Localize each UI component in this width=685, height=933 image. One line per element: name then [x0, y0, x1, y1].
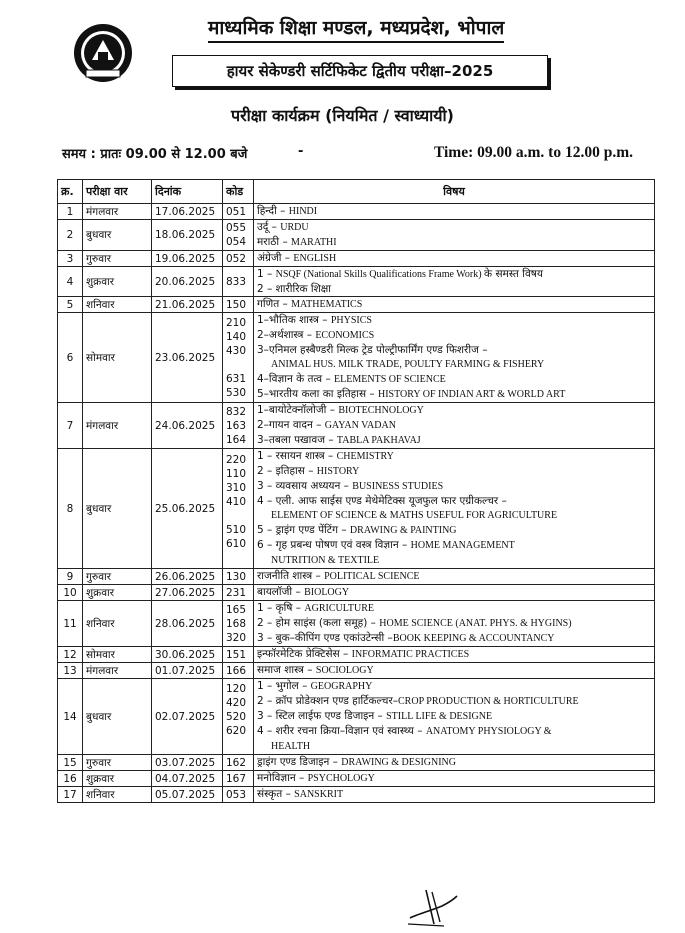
subject-name-english: BUSINESS STUDIES [352, 481, 444, 492]
subject-line [257, 709, 651, 724]
subject-name-hindi: 1–भौतिक शास्त्र – [257, 314, 331, 326]
table-row [58, 313, 655, 403]
schedule-title: परीक्षा कार्यक्रम (नियमित / स्वाध्यायी) [231, 106, 454, 125]
subject-name-english: ANIMAL HUS. MILK TRADE, POULTY FARMING & FISHERY [271, 359, 545, 370]
row-subjects [254, 267, 655, 297]
row-date: 30.06.2025 [152, 647, 223, 663]
row-number: 13 [58, 663, 83, 679]
subject-name-hindi: 2 – इतिहास – [257, 465, 317, 477]
table-row [58, 251, 655, 267]
subject-code: 130 [226, 570, 247, 583]
subject-name-english: ELEMENTS OF SCIENCE [334, 374, 446, 385]
subject-name-english: ANATOMY PHYSIOLOGY & [425, 726, 552, 737]
row-codes [223, 787, 254, 803]
subject-code: 210 [226, 316, 247, 329]
subject-name-hindi: 1 – भुगोल – [257, 680, 311, 692]
subject-name-hindi: उर्दू – [257, 221, 281, 233]
row-day: शुक्रवार [83, 771, 152, 787]
subject-line [257, 538, 651, 553]
subject-name-hindi: समाज शास्त्र – [257, 664, 316, 676]
subject-code: 631 [226, 372, 247, 385]
subject-name-english: ECONOMICS [315, 330, 375, 341]
subject-name-english: MATHEMATICS [291, 299, 363, 310]
subject-name-hindi: मराठी – [257, 236, 292, 248]
subject-name-english: DRAWING & PAINTING [349, 525, 457, 536]
row-date: 24.06.2025 [152, 403, 223, 449]
row-subjects [254, 403, 655, 449]
subject-name-hindi: हिन्दी – [257, 205, 289, 217]
row-number: 8 [58, 449, 83, 569]
subject-name-english: SOCIOLOGY [315, 665, 374, 676]
row-date: 02.07.2025 [152, 679, 223, 755]
subject-name-hindi: 4–विज्ञान के तत्व – [257, 373, 335, 385]
row-codes [223, 663, 254, 679]
subject-name-hindi: ड्राइंग एण्ड डिजाइन – [257, 756, 342, 768]
row-number: 3 [58, 251, 83, 267]
subject-code: 052 [226, 252, 247, 265]
subject-code: 520 [226, 710, 247, 723]
subject-name-hindi: 2–अर्थशास्त्र – [257, 329, 316, 341]
subject-code: 168 [226, 617, 247, 630]
subject-name-hindi: 3 – बुक–कीपिंग एण्ड एकांउटेन्सी – [257, 632, 393, 644]
subject-line [257, 787, 651, 802]
row-subjects [254, 771, 655, 787]
subject-name-english: GAYAN VADAN [324, 420, 396, 431]
row-day: गुरुवार [83, 755, 152, 771]
table-row [58, 449, 655, 569]
row-day: गुरुवार [83, 569, 152, 585]
subject-name-english: PSYCHOLOGY [307, 773, 375, 784]
subject-name-english: BOOK KEEPING & ACCOUNTANCY [392, 633, 555, 644]
subject-name-english: AGRICULTURE [304, 603, 375, 614]
subject-line [257, 585, 651, 600]
subject-code: 120 [226, 682, 247, 695]
row-number: 12 [58, 647, 83, 663]
subject-line [257, 433, 651, 448]
subject-code: 162 [226, 756, 247, 769]
subject-code: 833 [226, 275, 247, 288]
row-day: मंगलवार [83, 204, 152, 220]
subject-line [257, 313, 651, 328]
subject-code: 164 [226, 433, 247, 446]
row-number: 10 [58, 585, 83, 601]
table-row [58, 787, 655, 803]
time-hindi: समय : प्रातः 09.00 से 12.00 बजे [62, 147, 248, 162]
subject-line [257, 372, 651, 387]
row-date: 18.06.2025 [152, 220, 223, 251]
subject-code: 420 [226, 696, 247, 709]
subject-code: 620 [226, 724, 247, 737]
subject-name-english: HISTORY OF INDIAN ART & WORLD ART [378, 389, 566, 400]
subject-code: 166 [226, 664, 247, 677]
subject-line [257, 553, 651, 568]
subject-code: 151 [226, 648, 247, 661]
row-number: 14 [58, 679, 83, 755]
signature-mark [404, 884, 460, 928]
subject-name-hindi: के समस्त विषय [484, 268, 543, 280]
subject-name-hindi: मनोविज्ञान – [257, 772, 308, 784]
subject-line [257, 267, 651, 282]
row-subjects [254, 787, 655, 803]
subject-name-hindi: 2 – क्रॉप प्रोडेक्शन एण्ड हार्टिकल्चर– [257, 695, 399, 707]
subject-code: 510 [226, 523, 247, 536]
subject-line [257, 343, 651, 357]
row-number: 1 [58, 204, 83, 220]
table-row [58, 403, 655, 449]
subject-name-hindi: राजनीति शास्त्र – [257, 570, 325, 582]
subject-name-hindi: 3–एनिमल हस्बैण्डरी मिल्क ट्रेड पोल्ट्रीफार्मिंग एण्ड फिशरीज – [257, 344, 488, 356]
row-date: 03.07.2025 [152, 755, 223, 771]
row-number: 7 [58, 403, 83, 449]
col-header-code: कोड [223, 180, 254, 204]
row-codes [223, 403, 254, 449]
subject-name-hindi: 1–बायोटेक्नॉलोजी – [257, 404, 339, 416]
row-day: मंगलवार [83, 403, 152, 449]
subject-name-english: CROP PRODUCTION & HORTICULTURE [398, 696, 579, 707]
row-codes [223, 755, 254, 771]
row-codes [223, 251, 254, 267]
subject-code: 310 [226, 481, 247, 494]
time-english: Time: 09.00 a.m. to 12.00 p.m. [433, 144, 633, 161]
subject-line [257, 387, 651, 402]
table-header-row [58, 180, 655, 204]
subject-name-english: URDU [280, 222, 309, 233]
subject-line [257, 220, 651, 235]
subject-line [257, 494, 651, 508]
subject-code: 167 [226, 772, 247, 785]
subject-name-hindi: 6 – गृह प्रबन्ध पोषण एवं वस्त्र विज्ञान – [257, 539, 411, 551]
subject-line [257, 418, 651, 433]
row-date: 01.07.2025 [152, 663, 223, 679]
subject-line [257, 464, 651, 479]
row-number: 2 [58, 220, 83, 251]
subject-name-english: NUTRITION & TEXTILE [271, 555, 380, 566]
subject-name-english: NSQF (National Skills Qualifications Frame Work) [275, 269, 485, 280]
row-codes [223, 267, 254, 297]
table-row [58, 601, 655, 647]
subject-line [257, 739, 651, 754]
subject-name-english: HOME SCIENCE (ANAT. PHYS. & HYGINS) [379, 618, 572, 629]
table-row [58, 755, 655, 771]
board-title: माध्यमिक शिक्षा मण्डल, मध्यप्रदेश, भोपाल [208, 14, 504, 43]
subject-name-english: PHYSICS [330, 315, 372, 326]
row-subjects [254, 585, 655, 601]
row-number: 17 [58, 787, 83, 803]
row-codes [223, 569, 254, 585]
table-row [58, 771, 655, 787]
row-subjects [254, 569, 655, 585]
row-number: 16 [58, 771, 83, 787]
row-codes [223, 647, 254, 663]
row-date: 25.06.2025 [152, 449, 223, 569]
subject-code: 220 [226, 453, 247, 466]
row-subjects [254, 204, 655, 220]
row-day: सोमवार [83, 313, 152, 403]
subject-code: 231 [226, 586, 247, 599]
subject-name-english: MARATHI [291, 237, 337, 248]
subject-name-english: HOME MANAGEMENT [410, 540, 515, 551]
row-subjects [254, 755, 655, 771]
subject-code: 832 [226, 405, 247, 418]
col-header-subject: विषय [254, 180, 655, 204]
subject-name-hindi: 1 – कृषि – [257, 602, 305, 614]
subject-code: 163 [226, 419, 247, 432]
row-day: सोमवार [83, 647, 152, 663]
row-number: 15 [58, 755, 83, 771]
subject-line [257, 297, 651, 312]
subject-line [257, 251, 651, 266]
subject-code: 410 [226, 495, 247, 508]
exam-title-box [172, 55, 548, 87]
subject-name-english: TABLA PAKHAVAJ [336, 435, 421, 446]
table-row [58, 204, 655, 220]
subject-name-hindi: 5–भारतीय कला का इतिहास – [257, 388, 378, 400]
row-day: गुरुवार [83, 251, 152, 267]
row-date: 28.06.2025 [152, 601, 223, 647]
row-codes [223, 297, 254, 313]
subject-code: 140 [226, 330, 247, 343]
subject-line [257, 204, 651, 219]
row-subjects [254, 647, 655, 663]
row-subjects [254, 601, 655, 647]
subject-line [257, 694, 651, 709]
subject-line [257, 663, 651, 678]
subject-name-english: GEOGRAPHY [310, 681, 373, 692]
row-codes [223, 313, 254, 403]
row-number: 9 [58, 569, 83, 585]
row-date: 05.07.2025 [152, 787, 223, 803]
subject-name-english: ELEMENT OF SCIENCE & MATHS USEFUL FOR AGRICULTURE [271, 510, 558, 521]
table-row [58, 679, 655, 755]
subject-code: 051 [226, 205, 247, 218]
subject-line [257, 479, 651, 494]
subject-name-hindi: संस्कृत – [257, 788, 295, 800]
subject-name-hindi: 1 – [257, 268, 276, 280]
subject-code: 150 [226, 298, 247, 311]
exam-title: हायर सेकेण्डरी सर्टिफिकेट द्वितीय परीक्षा–2025 [226, 62, 494, 80]
subject-name-hindi: इन्फॉरमेटिक प्रेक्टिसेस – [257, 648, 352, 660]
board-emblem-logo [72, 22, 134, 84]
row-date: 23.06.2025 [152, 313, 223, 403]
row-subjects [254, 449, 655, 569]
subject-line [257, 235, 651, 250]
row-subjects [254, 679, 655, 755]
subject-name-english: INFORMATIC PRACTICES [351, 649, 470, 660]
subject-name-hindi: 4 – एली. आफ साईस एण्ड मेथेमेटिक्स यूजफुल फार एग्रीकल्चर – [257, 495, 507, 507]
subject-name-hindi: 3 – व्यवसाय अध्ययन – [257, 480, 353, 492]
subject-code: 530 [226, 386, 247, 399]
row-day: शनिवार [83, 601, 152, 647]
row-codes [223, 585, 254, 601]
row-day: शुक्रवार [83, 267, 152, 297]
subject-code: 610 [226, 537, 247, 550]
subject-line [257, 357, 651, 372]
subject-line [257, 647, 651, 662]
subject-code [226, 738, 250, 752]
subject-name-hindi: गणित – [257, 298, 292, 310]
subject-line [257, 601, 651, 616]
subject-code [226, 358, 250, 372]
col-header-no: क्र. [58, 180, 83, 204]
subject-name-english: ENGLISH [293, 253, 337, 264]
subject-code: 053 [226, 788, 247, 801]
subject-line [257, 403, 651, 418]
subject-line [257, 569, 651, 584]
row-date: 21.06.2025 [152, 297, 223, 313]
subject-name-english: BIOTECHNOLOGY [338, 405, 424, 416]
subject-line [257, 771, 651, 786]
subject-line [257, 724, 651, 739]
subject-name-hindi: 2 – होम साइंस (कला समूह) – [257, 617, 380, 629]
row-day: मंगलवार [83, 663, 152, 679]
row-number: 11 [58, 601, 83, 647]
subject-line [257, 631, 651, 646]
time-separator: - [298, 144, 304, 159]
subject-code: 430 [226, 344, 247, 357]
subject-name-hindi: 3–तबला पखावज – [257, 434, 337, 446]
subject-name-english: SANSKRIT [294, 789, 344, 800]
row-date: 19.06.2025 [152, 251, 223, 267]
subject-name-hindi: 3 – स्टिल लाईफ एण्ड डिजाइन – [257, 710, 387, 722]
row-codes [223, 204, 254, 220]
table-row [58, 297, 655, 313]
exam-timetable [57, 179, 655, 803]
subject-name-english: CHEMISTRY [336, 451, 394, 462]
subject-name-hindi: 1 – रसायन शास्त्र – [257, 450, 337, 462]
subject-line [257, 328, 651, 343]
subject-code [226, 509, 250, 523]
col-header-day: परीक्षा वार [83, 180, 152, 204]
row-date: 17.06.2025 [152, 204, 223, 220]
table-row [58, 663, 655, 679]
subject-name-english: STILL LIFE & DESIGNE [386, 711, 493, 722]
row-day: शनिवार [83, 297, 152, 313]
subject-line [257, 449, 651, 464]
row-codes [223, 771, 254, 787]
row-date: 27.06.2025 [152, 585, 223, 601]
subject-line [257, 679, 651, 694]
row-codes [223, 601, 254, 647]
subject-line [257, 616, 651, 631]
subject-line [257, 282, 651, 296]
row-codes [223, 220, 254, 251]
subject-code [226, 551, 250, 565]
row-day: बुधवार [83, 220, 152, 251]
row-day: बुधवार [83, 449, 152, 569]
row-number: 4 [58, 267, 83, 297]
row-subjects [254, 663, 655, 679]
subject-name-english: HISTORY [316, 466, 360, 477]
table-row [58, 267, 655, 297]
row-subjects [254, 251, 655, 267]
row-day: शनिवार [83, 787, 152, 803]
row-day: शुक्रवार [83, 585, 152, 601]
row-codes [223, 449, 254, 569]
subject-code: 165 [226, 603, 247, 616]
subject-name-english: DRAWING & DESIGNING [341, 757, 456, 768]
subject-code: 055 [226, 222, 247, 234]
subject-name-hindi: 4 – शरीर रचना क्रिया–विज्ञान एवं स्वास्थ्य – [257, 725, 426, 737]
subject-code: 110 [226, 467, 247, 480]
subject-line [257, 508, 651, 523]
subject-name-hindi: 5 – ड्राइंग एण्ड पेंटिंग – [257, 524, 350, 536]
row-date: 20.06.2025 [152, 267, 223, 297]
subject-line [257, 755, 651, 770]
row-day: बुधवार [83, 679, 152, 755]
table-row [58, 220, 655, 251]
table-row [58, 569, 655, 585]
row-date: 04.07.2025 [152, 771, 223, 787]
subject-code: 054 [226, 236, 247, 248]
subject-code: 320 [226, 631, 247, 644]
row-number: 5 [58, 297, 83, 313]
table-body [58, 204, 655, 803]
subject-name-english: POLITICAL SCIENCE [324, 571, 420, 582]
subject-name-english: HEALTH [271, 741, 311, 752]
subject-name-hindi: 2–गायन वादन – [257, 419, 325, 431]
row-subjects [254, 220, 655, 251]
row-subjects [254, 313, 655, 403]
col-header-date: दिनांक [152, 180, 223, 204]
subject-name-english: HINDI [288, 206, 318, 217]
row-number: 6 [58, 313, 83, 403]
subject-name-hindi: 2 – शारीरिक शिक्षा [257, 283, 332, 295]
row-codes [223, 679, 254, 755]
row-subjects [254, 297, 655, 313]
table-row [58, 585, 655, 601]
subject-name-hindi: अंग्रेजी – [257, 252, 294, 264]
subject-line [257, 523, 651, 538]
subject-name-hindi: बायलॉजी – [257, 586, 305, 598]
table-row [58, 647, 655, 663]
subject-name-english: BIOLOGY [304, 587, 350, 598]
row-date: 26.06.2025 [152, 569, 223, 585]
